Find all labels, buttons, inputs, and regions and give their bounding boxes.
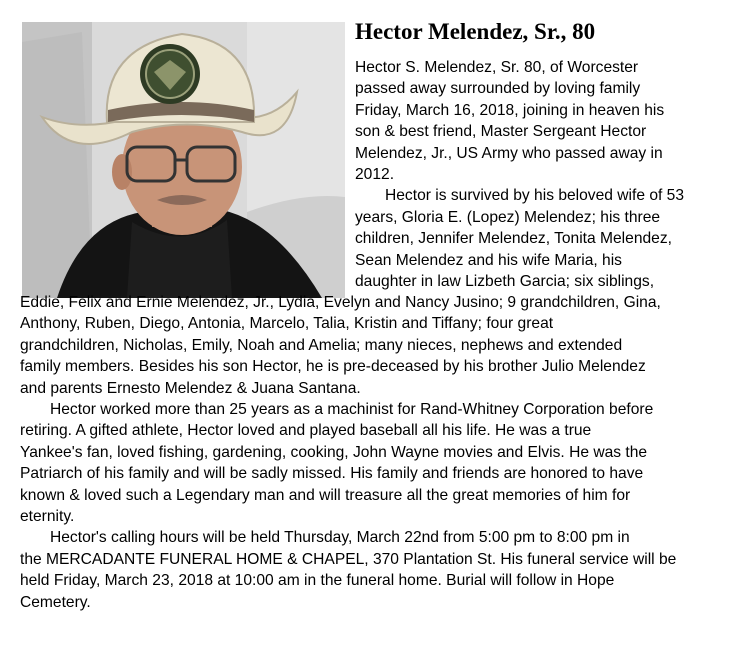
portrait-illustration [22,22,345,298]
text-line: family members. Besides his son Hector, he is pre-deceased by his brother Julio Melendez [20,358,646,376]
obituary-text-full-width [20,292,720,613]
text-line: and parents Ernesto Melendez & Juana Santana. [20,379,361,397]
text-line: retiring. A gifted athlete, Hector loved and played baseball all his life. He was a true [20,422,592,440]
text-line: Yankee's fan, loved fishing, gardening, cooking, John Wayne movies and Elvis. He was the [20,443,648,461]
text-line: Anthony, Ruben, Diego, Antonia, Marcelo, Talia, Kristin and Tiffany; four great [20,315,554,333]
paragraph-career [20,399,720,527]
paragraph-death-notice [355,57,717,185]
text-line: the MERCADANTE FUNERAL HOME & CHAPEL, 370 Plantation St. His funeral service will be [20,550,677,568]
text-line: Melendez, Jr., US Army who passed away in [355,144,663,162]
paragraph-survivors [355,185,717,292]
text-line: daughter in law Lizbeth Garcia; six siblings, [355,273,655,291]
text-line: Sean Melendez and his wife Maria, his [355,251,622,269]
text-line: held Friday, March 23, 2018 at 10:00 am in the funeral home. Burial will follow in Hope [20,572,615,590]
text-line: Friday, March 16, 2018, joining in heaven his [355,101,665,119]
text-line: Eddie, Felix and Ernie Melendez, Jr., Lydia, Evelyn and Nancy Jusino; 9 grandchildren, Gina, [20,294,661,311]
text-line: Hector worked more than 25 years as a machinist for Rand-Whitney Corporation before [50,401,654,419]
text-line: Hector is survived by his beloved wife of 53 [385,187,685,205]
text-line: grandchildren, Nicholas, Emily, Noah and Amelia; many nieces, nephews and extended [20,336,623,354]
text-line: known & loved such a Legendary man and will treasure all the great memories of him for [20,486,631,504]
portrait-photo [22,22,345,298]
text-line: eternity. [20,508,75,526]
text-line: Cemetery. [20,593,91,611]
text-line: Hector's calling hours will be held Thursday, March 22nd from 5:00 pm to 8:00 pm in [50,529,630,547]
text-line: son & best friend, Master Sergeant Hector [355,123,647,141]
obituary-text-beside-photo [355,57,717,292]
text-line: 2012. [355,166,395,184]
text-line: passed away surrounded by loving family [355,80,641,98]
paragraph-services [20,527,720,613]
paragraph-survivors-continued [20,292,720,399]
text-line: years, Gloria E. (Lopez) Melendez; his three [355,208,661,226]
text-line: children, Jennifer Melendez, Tonita Melendez, [355,230,672,248]
obituary-title: Hector Melendez, Sr., 80 [355,19,596,44]
text-line: Hector S. Melendez, Sr. 80, of Worcester [355,59,639,76]
text-line: Patriarch of his family and will be sadly missed. His family and friends are honored to have [20,465,644,483]
